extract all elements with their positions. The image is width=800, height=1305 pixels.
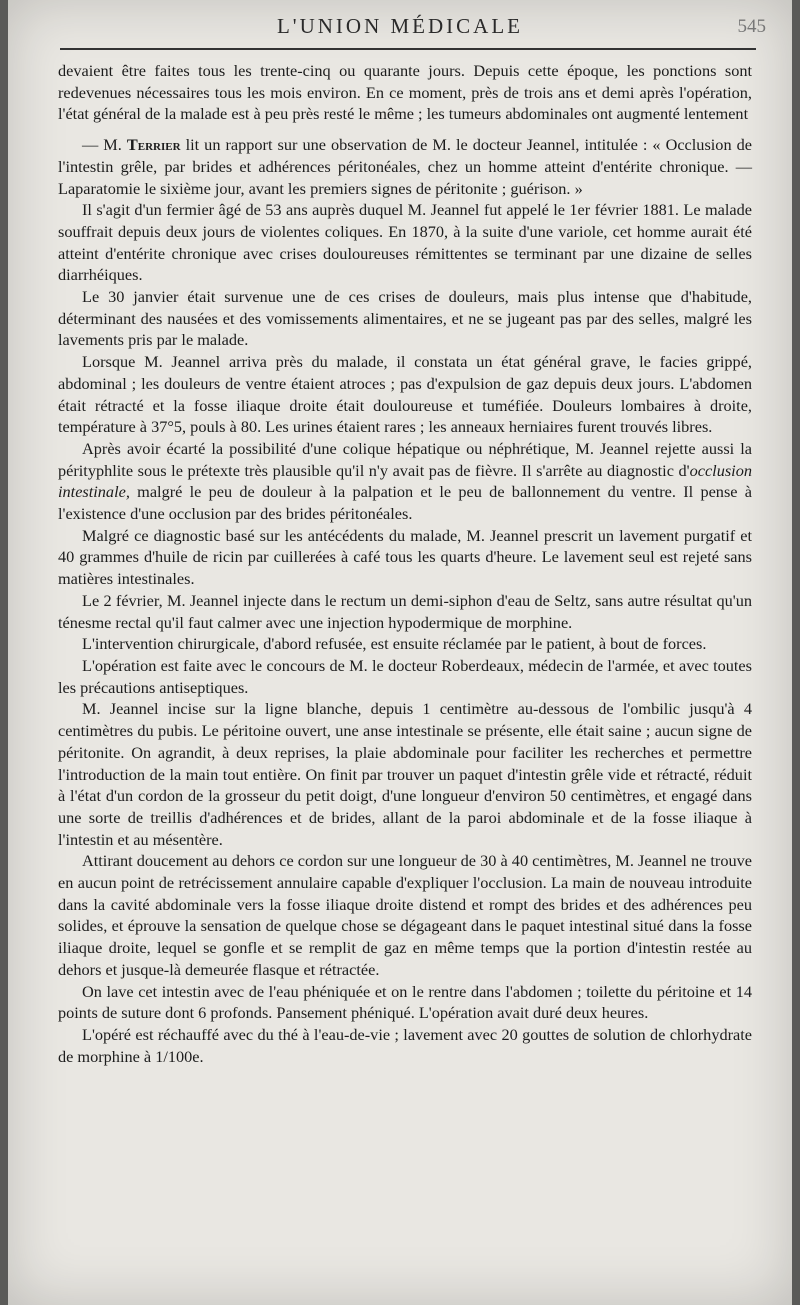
paragraph-report-intro: [58, 134, 752, 199]
text-run: Après avoir écarté la possibilité d'une colique hépatique ou néphrétique, M. Jeannel rejette aussi la pérityphlite sous le prétexte très plausible qu'il n'y avait pas de fièvre. Il s'arrête au diagnostic d': [58, 438, 752, 480]
text-run: malgré le peu de douleur à la palpation et le peu de ballonnement du ventre. Il pense à l'existence d'une occlusion par des brides péritonéales.: [58, 482, 752, 524]
paragraph: Attirant doucement au dehors ce cordon sur une longueur de 30 à 40 centimètres, M. Jeannel ne trouve en aucun point de retrécissement annulaire capable d'expliquer l'occlusion. La main de nouveau introduite dans la cavité abdominale vers la fosse iliaque droite distend et rompt des brides et des adhérences peu solides, et éprouve la sensation de quelque chose se dégageant dans le paquet intestinal situé dans la fosse iliaque droite, lequel se gonfle et se remplit de gaz en même temps que la portion d'intestin restée au dehors et jusque-là demeurée flasque et rétractée.: [58, 851, 752, 979]
article-body: [58, 60, 752, 1067]
author-name: Terrier: [126, 135, 181, 155]
page-header: [8, 14, 792, 44]
paragraph: L'opération est faite avec le concours de M. le docteur Roberdeaux, médecin de l'armée, et avec toutes les précautions antiseptiques.: [58, 655, 752, 697]
header-rule: [60, 48, 756, 50]
paragraph-diagnosis: [58, 438, 752, 525]
paragraph: L'opéré est réchauffé avec du thé à l'eau-de-vie ; lavement avec 20 gouttes de solution de chlorhydrate de morphine à 1/100e.: [58, 1024, 752, 1066]
paragraph: Il s'agit d'un fermier âgé de 53 ans auprès duquel M. Jeannel fut appelé le 1er février 1881. Le malade souffrait depuis deux jours de violentes coliques. En 1870, à la suite d'une variole, cet homme aurait été atteint d'entérite chronique avec crises douloureuses rémittentes se terminant par une dizaine de selles diarrhéiques.: [58, 200, 752, 285]
dash-prefix: — M.: [82, 135, 122, 155]
italic-term: occlusion intestinale,: [58, 460, 752, 502]
document-page: [8, 0, 792, 1305]
paragraph: M. Jeannel incise sur la ligne blanche, depuis 1 centimètre au-dessous de l'ombilic jusqu'à 4 centimètres du pubis. Le péritoine ouvert, une anse intestinale se présente, elle était saine ; aucun signe de péritonite. On agrandit, à deux reprises, la plaie abdominale pour faciliter les recherches et permettre l'introduction de la main tout entière. On finit par trouver un paquet d'intestin grêle vide et rétracté, réduit à l'état d'un cordon de la grosseur du petit doigt, d'une longueur d'environ 50 centimètres, et engagé dans une sorte de treillis d'adhérences et de brides, allant de la paroi abdominale et de la fosse iliaque à l'intestin et au mésentère.: [58, 699, 752, 849]
paragraph: Le 30 janvier était survenue une de ces crises de douleurs, mais plus intense que d'habitude, déterminant des nausées et des vomissements alimentaires, et ne se jugeant pas par des selles, malgré les lavements pris par le malade.: [58, 287, 752, 350]
paragraph: On lave cet intestin avec de l'eau phéniquée et on le rentre dans l'abdomen ; toilette du péritoine et 14 points de suture dont 6 profonds. Pansement phéniqué. L'opération avait duré deux heures.: [58, 981, 752, 1023]
paragraph-continued: devaient être faites tous les trente-cinq ou quarante jours. Depuis cette époque, les ponctions sont redevenues nécessaires tous les mois environ. En ce moment, près de trois ans et demi après l'opération, l'état général de la malade est à peu près resté le même ; les tumeurs abdominales ont augmenté lentement: [58, 61, 752, 124]
paragraph: Lorsque M. Jeannel arriva près du malade, il constata un état général grave, le facies grippé, abdominal ; les douleurs de ventre étaient atroces ; pas d'expulsion de gaz depuis deux jours. L'abdomen était rétracté et la fosse iliaque droite était douloureuse et tuméfiée. Douleurs lombaires à droite, température à 37°5, pouls à 80. Les urines étaient rares ; les anneaux herniaires furent trouvés libres.: [58, 352, 752, 437]
paragraph: Le 2 février, M. Jeannel injecte dans le rectum un demi-siphon d'eau de Seltz, sans autre résultat qu'un ténesme rectal qu'il faut calmer avec une injection hypodermique de morphine.: [58, 590, 752, 632]
report-title-text: lit un rapport sur une observation de M. le docteur Jeannel, intitulée : « Occlusion de l'intestin grêle, par brides et adhérences péritonéales, chez un homme atteint d'entérite chronique. — Laparatomie le sixième jour, avant les premiers signes de péritonite ; guérison. »: [58, 135, 752, 198]
paragraph: Malgré ce diagnostic basé sur les antécédents du malade, M. Jeannel prescrit un lavement purgatif et 40 grammes d'huile de ricin par cuillerées à café tous les quarts d'heure. Le lavement seul est rejeté sans matières intestinales.: [58, 525, 752, 589]
paragraph: L'intervention chirurgicale, d'abord refusée, est ensuite réclamée par le patient, à bout de forces.: [82, 634, 707, 654]
running-title: L'UNION MÉDICALE: [276, 14, 523, 38]
page-number: 545: [737, 16, 766, 37]
